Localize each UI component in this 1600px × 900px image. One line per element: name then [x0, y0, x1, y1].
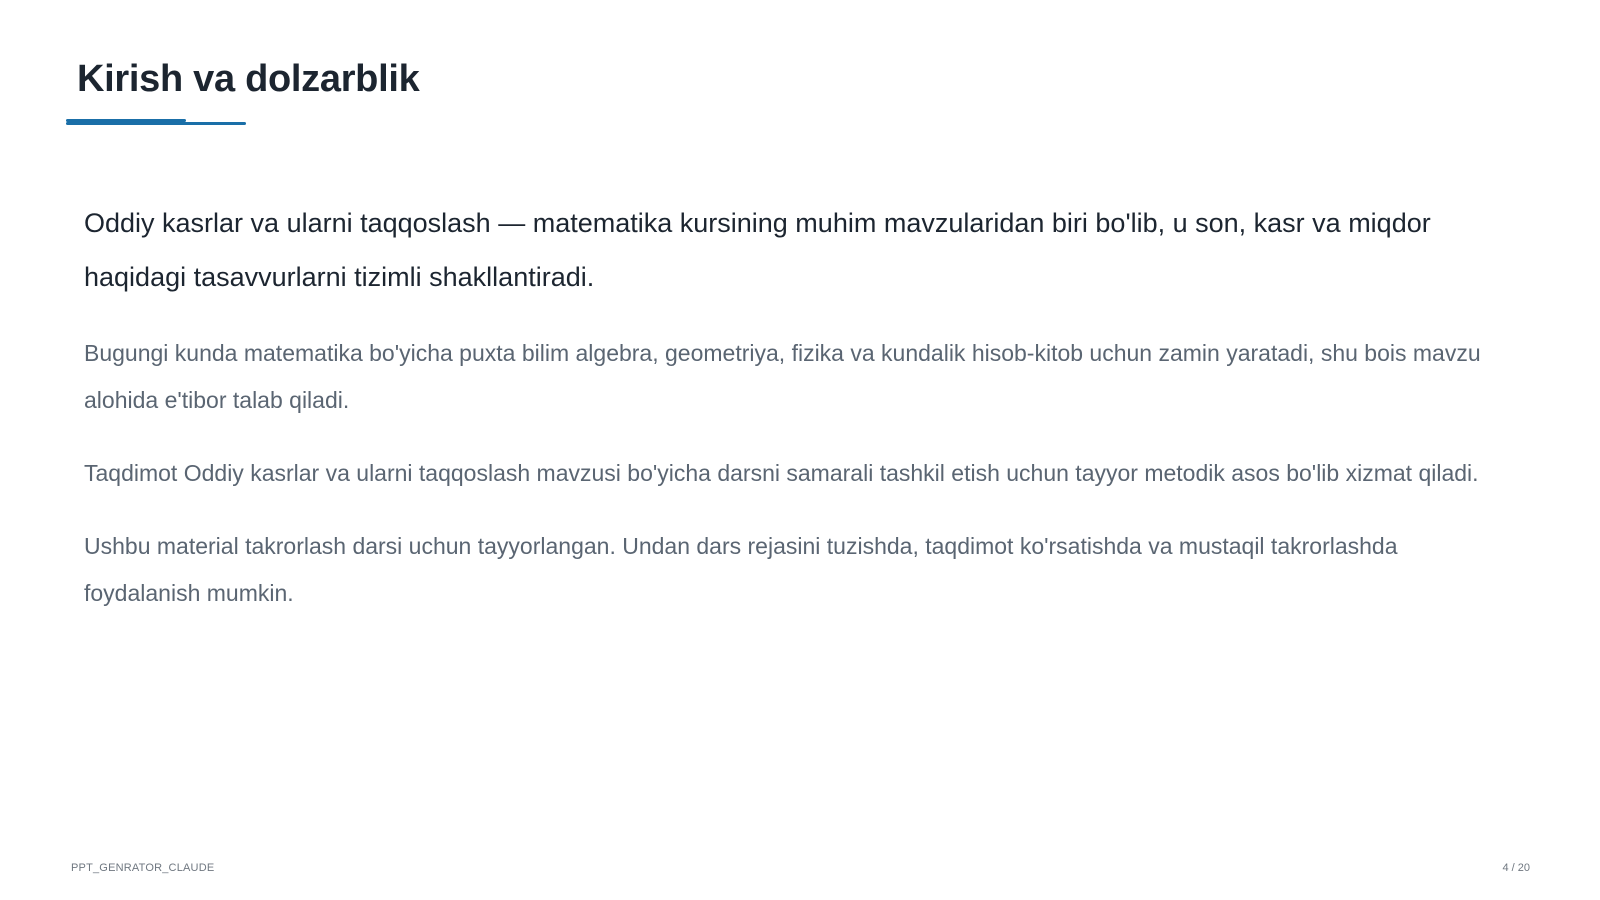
footer-brand: PPT_GENRATOR_CLAUDE: [71, 862, 215, 874]
slide-content: [84, 196, 1484, 643]
slide-title: Kirish va dolzarblik: [77, 58, 420, 100]
title-underline: [66, 122, 246, 125]
body-paragraph-1: Bugungi kunda matematika bo'yicha puxta bilim algebra, geometriya, fizika va kundalik hisob-kitob uchun zamin yaratadi, shu bois mavzu alohida e'tibor talab qiladi.: [84, 340, 1481, 413]
lead-paragraph: Oddiy kasrlar va ularni taqqoslash — matematika kursining muhim mavzularidan biri bo'lib, u son, kasr va miqdor haqidagi tasavvurlarni tizimli shakllantiradi.: [84, 208, 1431, 292]
page-number: 4 / 20: [1502, 862, 1530, 874]
body-paragraph-2: Taqdimot Oddiy kasrlar va ularni taqqoslash mavzusi bo'yicha darsni samarali tashkil etish uchun tayyor metodik asos bo'lib xizmat qiladi.: [84, 460, 1479, 486]
body-paragraph-3: Ushbu material takrorlash darsi uchun tayyorlangan. Undan dars rejasini tuzishda, taqdimot ko'rsatishda va mustaqil takrorlashda foydalanish mumkin.: [84, 533, 1398, 606]
